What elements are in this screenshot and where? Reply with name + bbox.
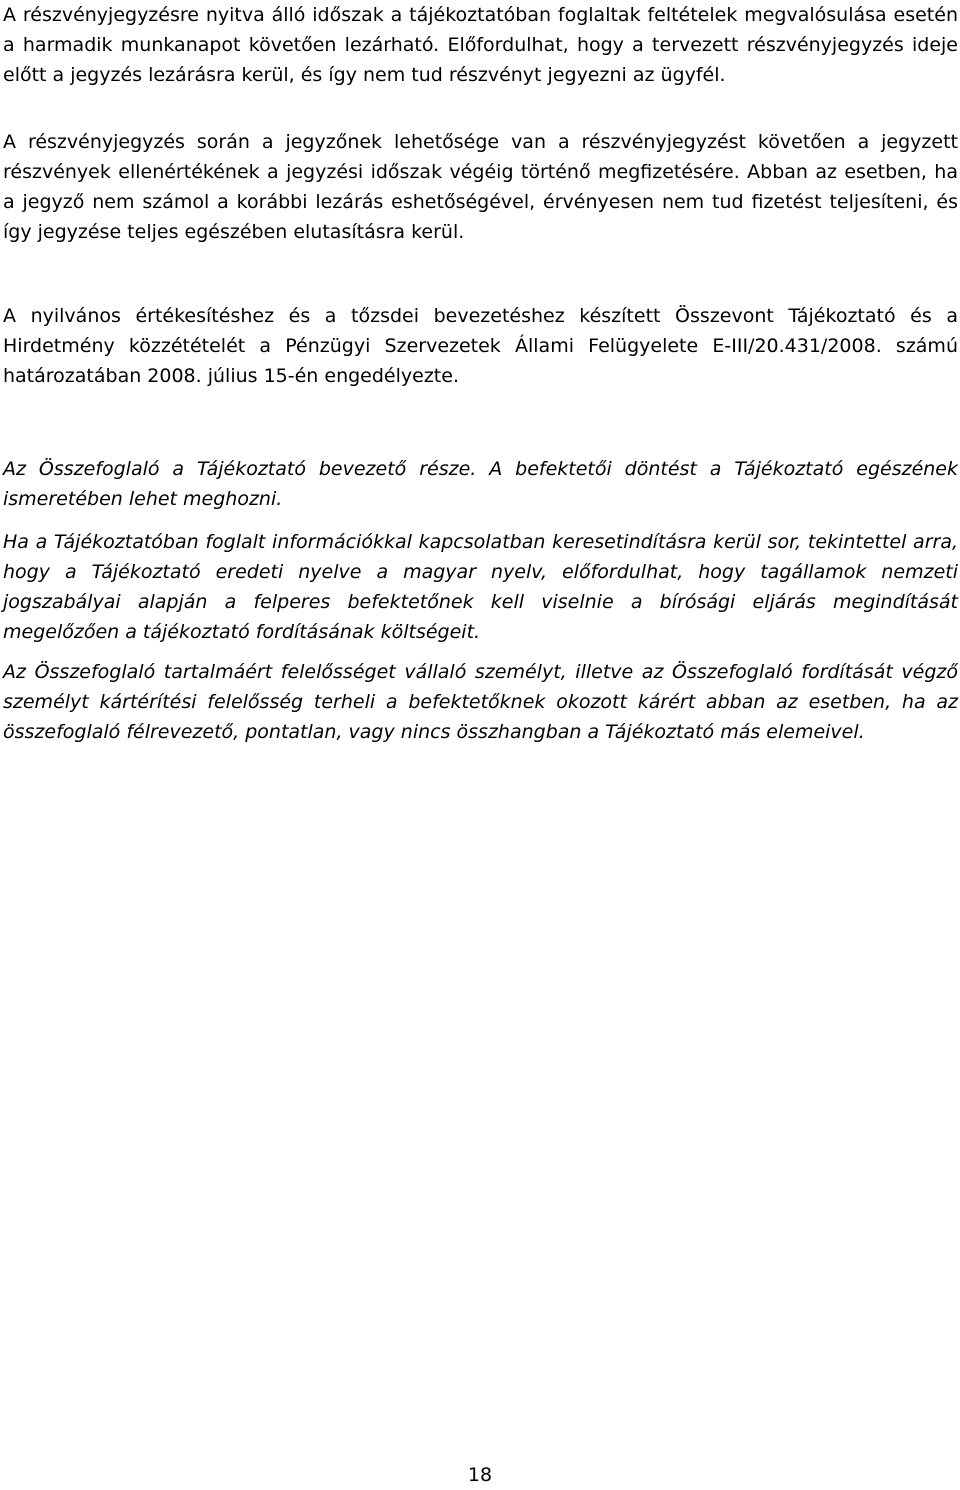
page-number: 18	[467, 1464, 493, 1486]
paragraph-payment-terms: A részvényjegyzés során a jegyzőnek lehetősége van a részvényjegyzést követően a jegyzett részvények ellenértékének a jegyzési időszak végéig történő megfizetésére. Abban az esetben, ha a jegyző nem számol a korábbi lezárás eshetőségével, érvényesen nem tud fizetést teljesíteni, és így jegyzése teljes egészében elutasításra kerül.	[3, 131, 958, 243]
paragraph-translation-costs: Ha a Tájékoztatóban foglalt információkkal kapcsolatban keresetindításra kerül sor, tekintettel arra, hogy a Tájékoztató eredeti nyelve a magyar nyelv, előfordulhat, hogy tagállamok nemzeti jogszabályai alapján a felperes befektetőnek kell viselnie a bírósági eljárás megindítását megelőzően a tájékoztató fordításának költségeit.	[3, 531, 958, 643]
paragraph-approval: A nyilvános értékesítéshez és a tőzsdei bevezetéshez készített Összevont Tájékoztató és a Hirdetmény közzétételét a Pénzügyi Szervezetek Állami Felügyelete E-III/20.431/2008. számú határozatában 2008. július 15-én engedélyezte.	[3, 305, 958, 387]
paragraph-liability: Az Összefoglaló tartalmáért felelősséget vállaló személyt, illetve az Összefoglaló fordítását végző személyt kártérítési felelősség terheli a befektetőknek okozott kárért abban az esetben, ha az összefoglaló félrevezető, pontatlan, vagy nincs összhangban a Tájékoztató más elemeivel.	[3, 661, 958, 743]
paragraph-summary-intro: Az Összefoglaló a Tájékoztató bevezető része. A befektetői döntést a Tájékoztató egészének ismeretében lehet meghozni.	[3, 458, 958, 510]
paragraph-subscription-period: A részvényjegyzésre nyitva álló időszak a tájékoztatóban foglaltak feltételek megvalósulása esetén a harmadik munkanapot követően lezárható. Előfordulhat, hogy a tervezett részvényjegyzés ideje előtt a jegyzés lezárásra kerül, és így nem tud részvényt jegyezni az ügyfél.	[3, 4, 958, 86]
